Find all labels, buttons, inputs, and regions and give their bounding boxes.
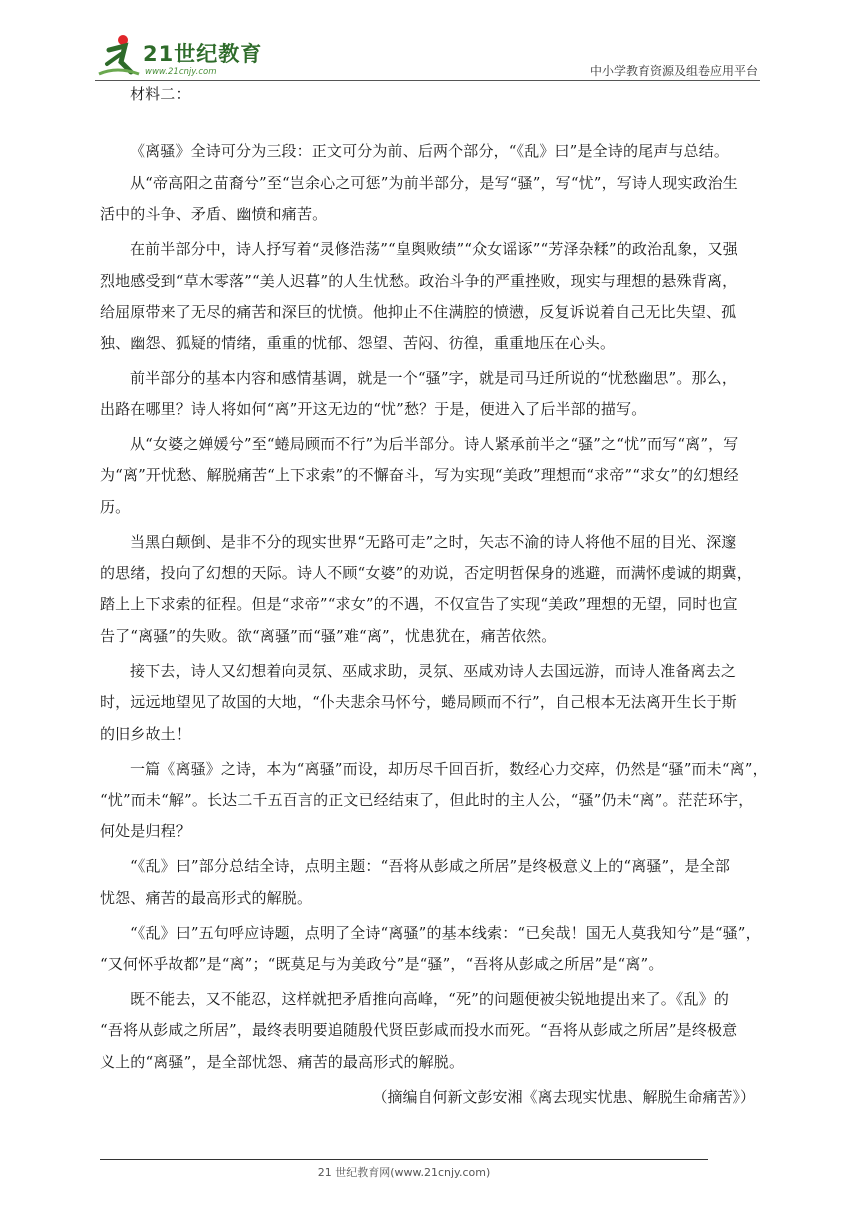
text-line: “又何怀乎故都”是“离”；“既莫足与为美政兮”是“骚”，“吾将从彭咸之所居”是“离”。: [100, 955, 664, 973]
text-line: “《乱》曰”部分总结全诗，点明主题：“吾将从彭咸之所居”是终极意义上的“离骚”，是全部: [130, 857, 730, 875]
text-line: 出路在哪里？诗人将如何“离”开这无边的“忧”愁？于是，便进入了后半部的描写。: [100, 400, 647, 418]
text-line: “《乱》曰”五句呼应诗题，点明了全诗“离骚”的基本线索：“已矣哉！国无人莫我知兮”是“骚”，: [130, 924, 761, 942]
text-line: 何处是归程？: [100, 822, 191, 840]
site-logo: [95, 30, 265, 82]
text-line: 的思绪，投向了幻想的天际。诗人不顾“女婆”的劝说，否定明哲保身的逃避，而满怀虔诚的期冀，: [100, 564, 752, 582]
text-line: 活中的斗争、矛盾、幽愤和痛苦。: [100, 205, 328, 223]
text-line: 告了“离骚”的失败。欲“离骚”而“骚”难“离”，忧患犹在，痛苦依然。: [100, 627, 557, 645]
header-divider: [95, 80, 760, 81]
runner-logo-icon: [95, 32, 143, 80]
text-line: 当黑白颠倒、是非不分的现实世界“无路可走”之时，矢志不渝的诗人将他不屈的目光、深邃: [130, 533, 737, 551]
text-line: 踏上上下求索的征程。但是“求帝”“求女”的不遇，不仅宣告了实现“美政”理想的无望，同时也宣: [100, 595, 738, 613]
text-line: 历。: [100, 498, 131, 516]
text-line: 时，远远地望见了故国的大地，“仆夫悲余马怀兮，蜷局顾而不行”，自己根本无法离开生长于斯: [100, 693, 737, 711]
logo-text: 21世纪教育: [143, 42, 263, 66]
text-line: 在前半部分中，诗人抒写着“灵修浩荡”“皇舆败绩”“众女谣诼”“芳泽杂糅”的政治乱象，又强: [130, 240, 738, 258]
footer-divider: [100, 1159, 708, 1160]
text-line: 义上的“离骚”，是全部忧怨、痛苦的最高形式的解脱。: [100, 1053, 465, 1071]
page-header: [95, 24, 760, 84]
text-line: 从“女婆之婵媛兮”至“蜷局顾而不行”为后半部分。诗人紧承前半之“骚”之“忧”而写“离”，写: [130, 435, 739, 453]
header-platform-text: 中小学教育资源及组卷应用平台: [589, 64, 758, 78]
text-line: 材料二：: [130, 85, 191, 103]
text-line: 一篇《离骚》之诗，本为“离骚”而设，却历尽千回百折，数经心力交瘁，仍然是“骚”而未“离”，: [130, 760, 768, 778]
text-line: 《离骚》全诗可分为三段：正文可分为前、后两个部分，“《乱》曰”是全诗的尾声与总结。: [130, 142, 729, 160]
logo-url: www.21cnjy.com: [145, 67, 217, 77]
footer-text: 21 世纪教育网(www.21cnjy.com): [317, 1166, 491, 1179]
text-line: 前半部分的基本内容和感情基调，就是一个“骚”字，就是司马迁所说的“忧愁幽思”。那么，: [130, 369, 737, 387]
text-line: 给屈原带来了无尽的痛苦和深巨的忧愤。他抑止不住满腔的愤懑，反复诉说着自己无比失望、孤: [100, 303, 737, 321]
text-line: 忧怨、痛苦的最高形式的解脱。: [100, 889, 313, 907]
text-line: 从“帝高阳之苗裔兮”至“岂余心之可惩”为前半部分，是写“骚”，写“忧”，写诗人现实政治生: [130, 174, 738, 192]
text-line: 为“离”开忧愁、解脱痛苦“上下求索”的不懈奋斗，写为实现“美政”理想而“求帝”“求女”的幻想经: [100, 466, 739, 484]
text-line: 的旧乡故土！: [100, 725, 191, 743]
text-line: “忧”而未“解”。长达二千五百言的正文已经结束了，但此时的主人公，“骚”仍未“离”。茫茫环宇，: [100, 791, 754, 809]
text-line: 既不能去，又不能忍，这样就把矛盾推向高峰，“死”的问题便被尖锐地提出来了。《乱》的: [130, 990, 729, 1008]
text-line: “吾将从彭咸之所居”，最终表明要追随殷代贤臣彭咸而投水而死。“吾将从彭咸之所居”是终极意: [100, 1021, 738, 1039]
text-line: 烈地感受到“草木零落”“美人迟暮”的人生忧愁。政治斗争的严重挫败，现实与理想的悬殊背离，: [100, 272, 738, 290]
text-line: 接下去，诗人又幻想着向灵氛、巫咸求助，灵氛、巫咸劝诗人去国远游，而诗人准备离去之: [130, 662, 737, 680]
citation: （摘编自何新文彭安湘《离去现实忧患、解脱生命痛苦》）: [372, 1088, 755, 1106]
text-line: 独、幽怨、狐疑的情绪，重重的忧郁、怨望、苦闷、彷徨，重重地压在心头。: [100, 334, 616, 352]
